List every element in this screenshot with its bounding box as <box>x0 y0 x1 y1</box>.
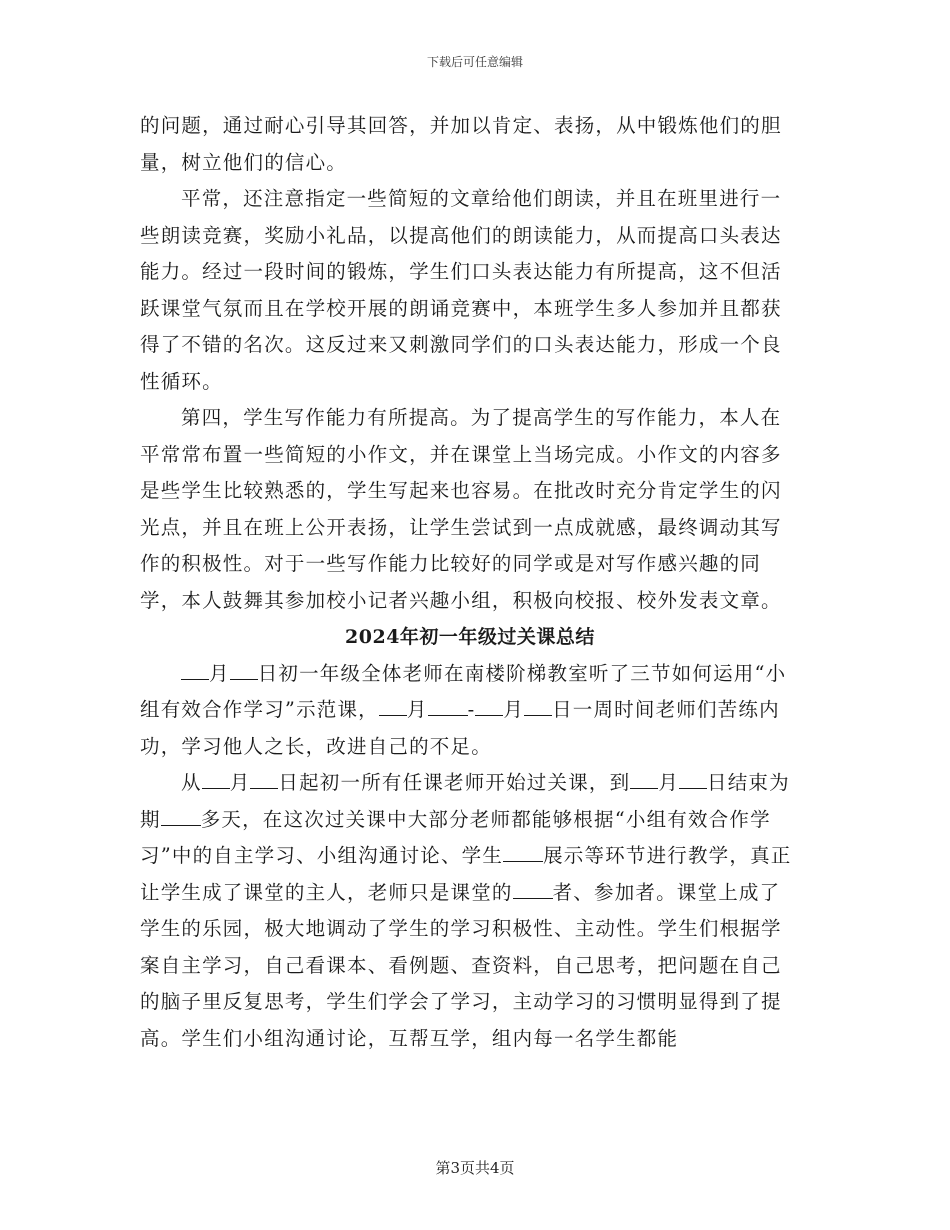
text-run: 日结束为期 <box>140 771 790 831</box>
fill-blank <box>503 843 543 862</box>
text-run: 日起初一所有任课老师开始过关课，到 <box>278 771 631 794</box>
text-run: 月 <box>406 698 428 721</box>
fill-blank <box>630 770 658 789</box>
page-header: 下载后可任意编辑 <box>426 55 523 69</box>
text-run: 展示等环节进行教学，真正让学生成了课堂的主人，老师只是课堂的 <box>140 844 792 904</box>
text-run: 日初一年级全体老师在南楼阶梯教室听了三节如何运用“小组有效合作学习”示范课， <box>140 661 787 721</box>
fill-blank <box>250 770 278 789</box>
page-footer: 第3页共4页 <box>435 1159 515 1177</box>
document-body <box>140 108 800 1057</box>
fill-blank <box>202 770 230 789</box>
fill-blank <box>679 770 707 789</box>
paragraph-5 <box>140 765 800 1057</box>
fill-blank <box>524 697 552 716</box>
paragraph-3: 第四，学生写作能力有所提高。为了提高学生的写作能力，本人在平常常布置一些简短的小作文，并在课堂上当场完成。小作文的内容多是些学生比较熟悉的，学生写起来也容易。在批改时充分肯定学生的闪光点，并且在班上公开表扬，让学生尝试到一点成就感，最终调动其写作的积极性。对于一些写作能力比较好的同学或是对写作感兴趣的同学，本人鼓舞其参加校小记者兴趣小组，积极向校报、校外发表文章。 <box>140 406 782 612</box>
fill-blank <box>475 697 503 716</box>
text-run: 者、参加者。课堂上成了学生的乐园，极大地调动了学生的学习积极性、主动性。学生们根据学案自主学习，自己看课本、看例题、查资料，自己思考，把问题在自己的脑子里反复思考，学生们学会了学习，主动学习的习惯明显得到了提高。学生们小组沟通讨论，互帮互学，组内每一名学生都能 <box>140 880 782 1050</box>
text-run: 月 <box>209 661 230 685</box>
paragraph-4 <box>140 656 800 766</box>
paragraph-2: 平常，还注意指定一些简短的文章给他们朗读，并且在班里进行一些朗读竞赛，奖励小礼品，以提高他们的朗读能力，从而提高口头表达能力。经过一段时间的锻炼，学生们口头表达能力有所提高，这不但活跃课堂气氛而且在学校开展的朗诵竞赛中，本班学生多人参加并且都获得了不错的名次。这反过来又刺激同学们的口头表达能力，形成一个良性循环。 <box>140 187 782 393</box>
text-run: 多天，在这次过关课中大部分老师都能够根据“小组有效合作学习”中的自主学习、小组沟通讨论、学生 <box>140 807 771 867</box>
text-run: 月 <box>229 771 251 794</box>
text-run: 月 <box>503 698 525 721</box>
fill-blank <box>161 807 201 826</box>
paragraph-1: 的问题，通过耐心引导其回答，并加以肯定、表扬，从中锻炼他们的胆量，树立他们的信心。 <box>140 114 782 174</box>
fill-blank <box>379 697 407 716</box>
text-run: 月 <box>658 771 680 794</box>
fill-blank <box>428 697 468 716</box>
fill-blank <box>230 661 258 680</box>
text-run: 日一周时间老师们苦练内功，学习他人之长，改进自己的不足。 <box>140 698 780 758</box>
text-run: 从 <box>181 771 202 794</box>
fill-blank <box>513 880 553 899</box>
fill-blank <box>181 661 209 680</box>
text-run: - <box>467 698 476 721</box>
section-title: 2024年初一年级过关课总结 <box>345 626 595 648</box>
